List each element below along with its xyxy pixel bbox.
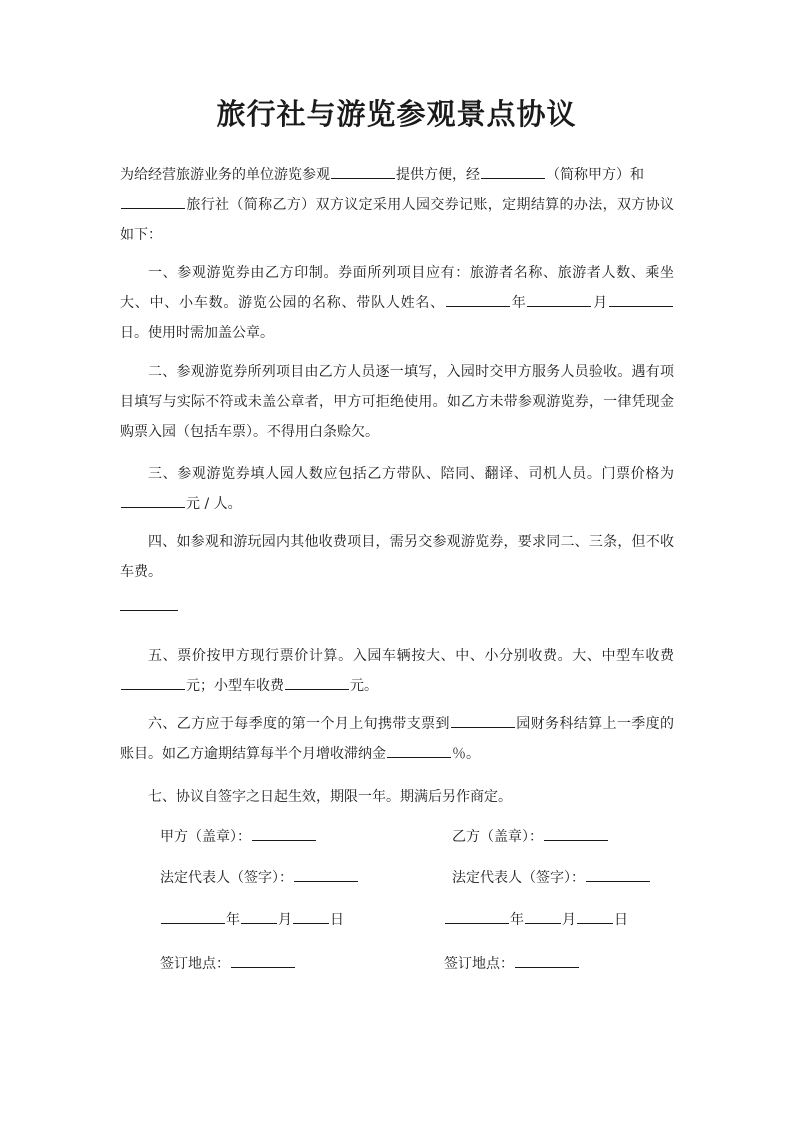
blank-line xyxy=(481,166,545,179)
blank-line xyxy=(527,294,591,307)
blank-line xyxy=(525,911,561,924)
blank-line xyxy=(446,294,510,307)
party-a-signing-place: 签订地点： xyxy=(160,952,296,976)
blank-line xyxy=(577,911,613,924)
blank-line xyxy=(544,828,608,841)
clause-4: 四、如参观和游玩园内其他收费项目，需另交参观游览券，要求同二、三条，但不收车费。 xyxy=(120,534,674,580)
blank-line xyxy=(121,196,185,209)
blank-line xyxy=(331,166,395,179)
separator-line xyxy=(120,610,178,611)
blank-line xyxy=(252,828,316,841)
blank-line xyxy=(293,911,329,924)
blank-line xyxy=(241,911,277,924)
blank-line xyxy=(121,495,185,508)
intro-paragraph: 为给经营旅游业务的单位游览参观 提供方便，经 （简称甲方）和 旅行社（简称乙方）双方议定采用人园交券记账，定期结算的办法，双方协议如下： xyxy=(120,167,674,243)
party-b-signing-place: 签订地点： xyxy=(444,952,580,976)
blank-line xyxy=(515,955,579,968)
blank-line xyxy=(231,955,295,968)
clause-7: 七、协议自签字之日起生效，期限一年。期满后另作商定。 xyxy=(148,789,512,805)
party-a-seal: 甲方（盖章）： xyxy=(160,825,317,849)
clause-2: 二、参观游览券所列项目由乙方人员逐一填写，入园时交甲方服务人员验收。遇有项目填写与实际不符或未盖公章者，甲方可拒绝使用。如乙方未带参观游览券，一律凭现金购票入园（包括车票）。不得用白条赊欠。 xyxy=(120,364,674,440)
blank-line xyxy=(387,745,451,758)
clause-3: 三、参观游览券填人园人数应包括乙方带队、陪同、翻译、司机人员。门票价格为元 / 人。 xyxy=(120,459,674,519)
blank-line xyxy=(609,294,673,307)
blank-line xyxy=(586,869,650,882)
party-a-date: 年 月 日 xyxy=(160,908,344,932)
blank-line xyxy=(285,677,349,690)
blank-line xyxy=(294,869,358,882)
party-a-representative: 法定代表人（签字）： xyxy=(160,866,359,890)
clause-6: 六、乙方应于每季度的第一个月上旬携带支票到 园财务科结算上一季度的账目。如乙方逾期结算每半个月增收滞纳金 ％。 xyxy=(120,716,674,762)
blank-line xyxy=(121,677,185,690)
clause-5: 五、票价按甲方现行票价计算。入园车辆按大、中、小分别收费。大、中型车收费元；小型车收费 元。 xyxy=(120,641,674,701)
document-title: 旅行社与游览参观景点协议 xyxy=(216,97,577,131)
party-b-seal: 乙方（盖章）： xyxy=(452,825,609,849)
party-b-date: 年 月 日 xyxy=(444,908,628,932)
blank-line xyxy=(161,911,225,924)
party-b-representative: 法定代表人（签字）： xyxy=(452,866,651,890)
clause-1: 一、参观游览券由乙方印制。券面所列项目应有：旅游者名称、旅游者人数、乘坐大、中、小车数。游览公园的名称、带队人姓名、 年 月日。使用时需加盖公章。 xyxy=(120,265,674,341)
blank-line xyxy=(451,715,515,728)
blank-line xyxy=(445,911,509,924)
